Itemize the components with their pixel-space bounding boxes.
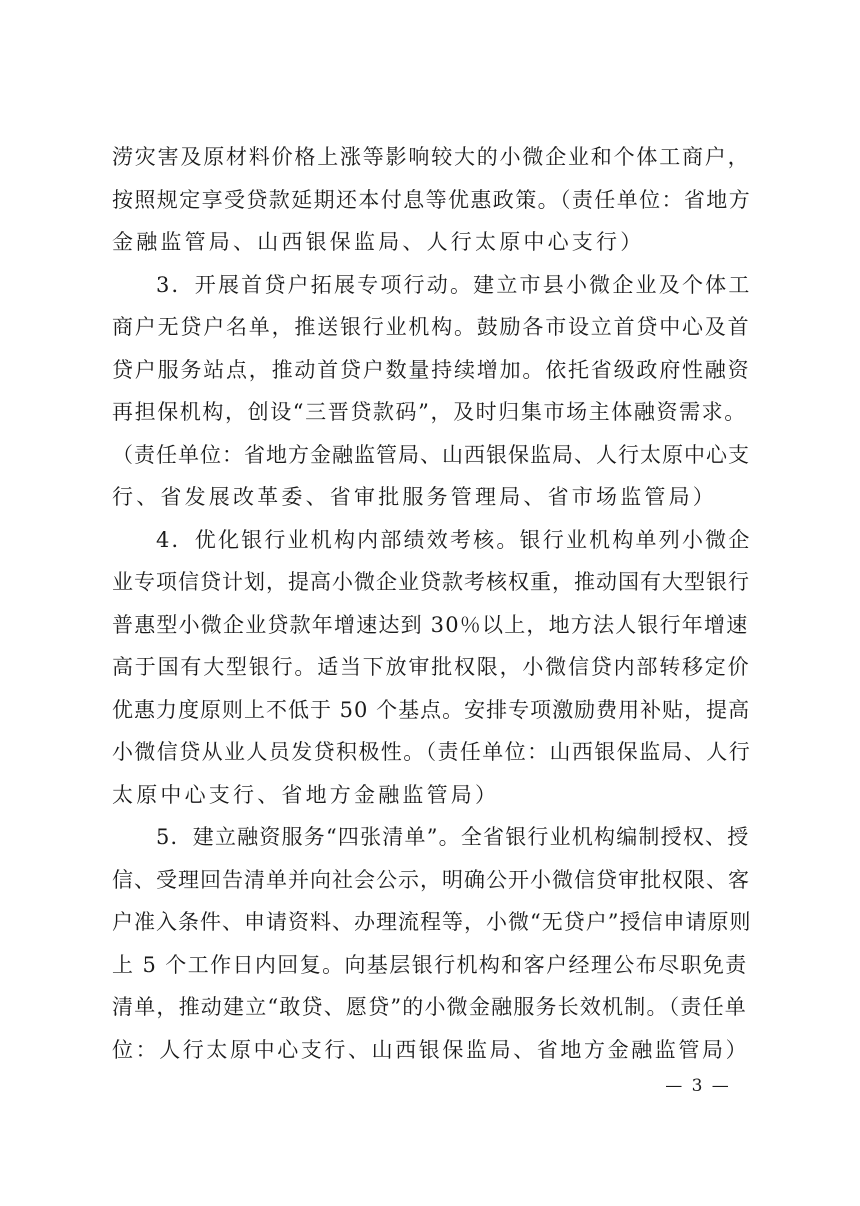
text-line: 金融监管局、山西银保监局、人行太原中心支行）	[112, 230, 645, 254]
item-4-heading-line: 4．优化银行业机构内部绩效考核。银行业机构单列小微企	[156, 527, 752, 552]
body-text	[112, 136, 752, 1071]
text-line: 太原中心支行、省地方金融监管局）	[112, 782, 500, 807]
item-5-heading-line: 5．建立融资服务“四张清单”。全省银行业机构编制授权、授	[156, 825, 750, 849]
item-3-heading-line: 3．开展首贷户拓展专项行动。建立市县小微企业及个体工	[156, 272, 752, 297]
text-line: 小微信贷从业人员发贷积极性。（责任单位：山西银保监局、人行	[112, 740, 752, 764]
text-line: 优惠力度原则上不低于 50 个基点。安排专项激励费用补贴，提高	[112, 697, 751, 722]
text-line: （责任单位：省地方金融监管局、山西银保监局、人行太原中心支	[112, 442, 750, 467]
text-line: 业专项信贷计划，提高小微企业贷款考核权重，推动国有大型银行	[112, 570, 750, 594]
text-line: 上 5 个工作日内回复。向基层银行机构和客户经理公布尽职免责	[112, 952, 748, 977]
text-line: 涝灾害及原材料价格上涨等影响较大的小微企业和个体工商户，	[112, 145, 751, 169]
text-line: 信、受理回告清单并向社会公示，明确公开小微信贷审批权限、客	[112, 867, 750, 892]
text-line: 户准入条件、申请资料、办理流程等，小微“无贷户”授信申请原则	[112, 910, 752, 934]
text-line: 清单，推动建立“敢贷、愿贷”的小微金融服务长效机制。（责任单	[112, 995, 747, 1019]
page-number: — 3 —	[665, 1076, 731, 1096]
text-line: 再担保机构，创设“三晋贷款码”，及时归集市场主体融资需求。	[112, 400, 747, 424]
text-line: 普惠型小微企业贷款年增速达到 30％以上，地方法人银行年增速	[112, 612, 749, 637]
text-line: 位：人行太原中心支行、山西银保监局、省地方金融监管局）	[112, 1037, 750, 1062]
text-line: 行、省发展改革委、省审批服务管理局、省市场监管局）	[112, 485, 717, 509]
text-line: 商户无贷户名单，推送银行业机构。鼓励各市设立首贷中心及首	[112, 315, 751, 339]
text-line: 高于国有大型银行。适当下放审批权限，小微信贷内部转移定价	[112, 655, 751, 679]
text-line: 按照规定享受贷款延期还本付息等优惠政策。（责任单位：省地方	[112, 187, 752, 212]
text-line: 贷户服务站点，推动首贷户数量持续增加。依托省级政府性融资	[112, 357, 751, 382]
